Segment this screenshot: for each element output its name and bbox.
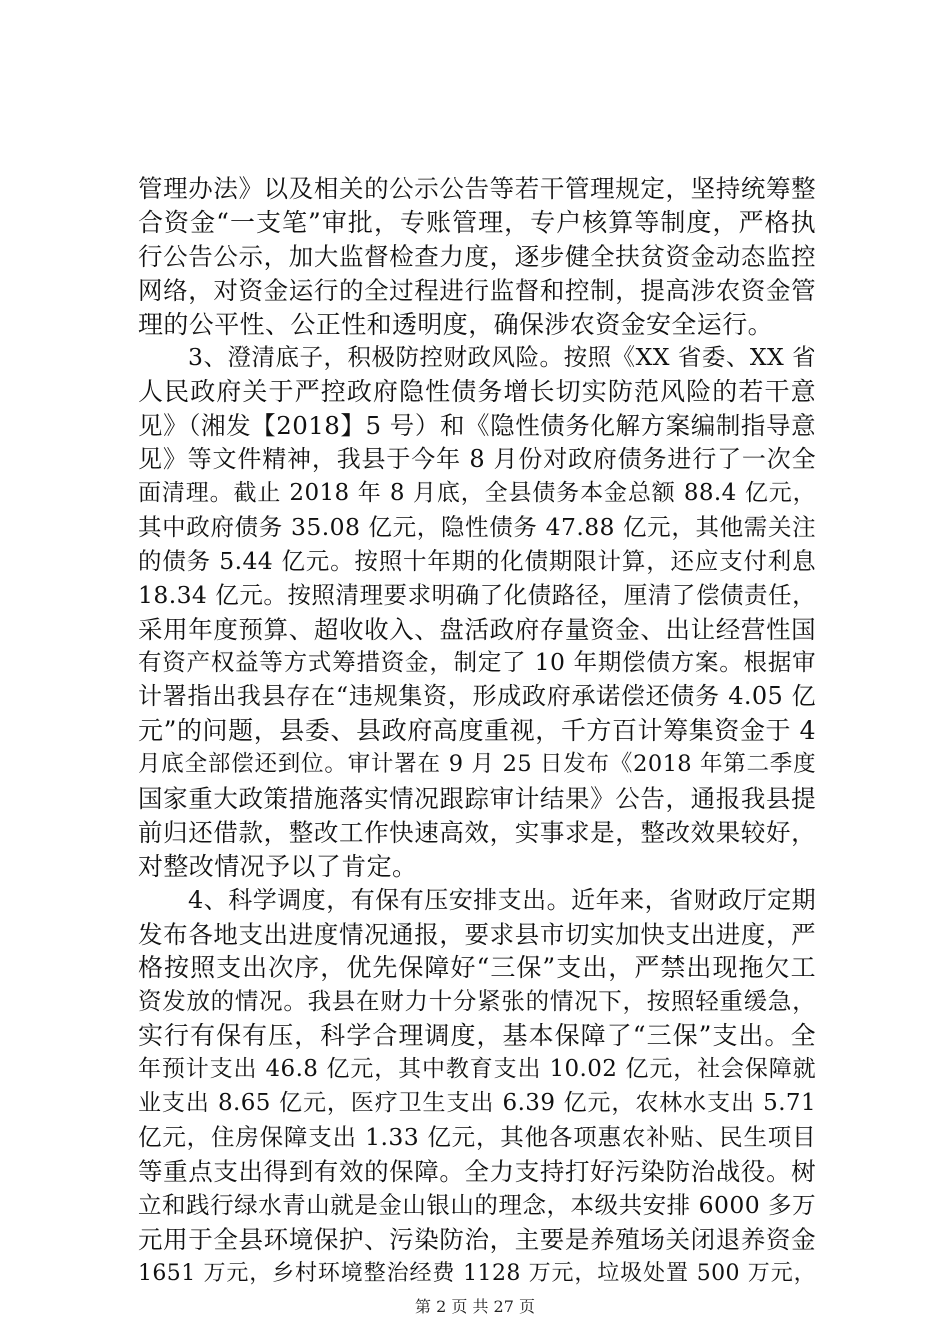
text-line: 4、科学调度，有保有压安排支出。近年来，省财政厅定期 [188, 885, 816, 914]
text-line: 立和践行绿水青山就是金山银山的理念，本级共安排 6000 多万 [138, 1190, 816, 1219]
text-line: 前归还借款，整改工作快速高效，实事求是，整改效果较好， [138, 817, 816, 847]
text-line: 见》（湘发【2018】5 号）和《隐性债务化解方案编制指导意 [138, 411, 816, 441]
text-line: 网络，对资金运行的全过程进行监督和控制，提高涉农资金管 [138, 275, 816, 305]
text-line: 等重点支出得到有效的保障。全力支持打好污染防治战役。树 [138, 1156, 816, 1186]
text-line: 合资金“一支笔”审批，专账管理，专户核算等制度，严格执 [138, 207, 816, 237]
text-line: 实行有保有压，科学合理调度，基本保障了“三保”支出。全 [138, 1021, 816, 1051]
page-number-footer: 第 2 页 共 27 页 [415, 1297, 535, 1316]
text-line: 格按照支出次序，优先保障好“三保”支出，严禁出现拖欠工 [138, 953, 816, 983]
text-line: 对整改情况予以了肯定。 [138, 851, 418, 881]
text-line: 面清理。截止 2018 年 8 月底，全县债务本金总额 88.4 亿元， [138, 480, 816, 507]
text-line: 其中政府债务 35.08 亿元，隐性债务 47.88 亿元，其他需关注 [138, 512, 816, 541]
text-line: 业支出 8.65 亿元，医疗卫生支出 6.39 亿元，农林水支出 5.71 [138, 1090, 816, 1117]
text-line: 资发放的情况。我县在财力十分紧张的情况下，按照轻重缓急， [138, 987, 816, 1016]
document-body [138, 172, 816, 1290]
text-line: 元用于全县环境保护、污染防治，主要是养殖场关闭退养资金 [138, 1224, 816, 1254]
text-line: 采用年度预算、超收收入、盘活政府存量资金、出让经营性国 [138, 614, 816, 644]
text-line: 年预计支出 46.8 亿元，其中教育支出 10.02 亿元，社会保障就 [138, 1056, 816, 1083]
text-line: 亿元，住房保障支出 1.33 亿元，其他各项惠农补贴、民生项目 [138, 1122, 816, 1151]
text-line: 管理办法》以及相关的公示公告等若干管理规定，坚持统筹整 [138, 174, 816, 203]
text-line: 行公告公示，加大监督检查力度，逐步健全扶贫资金动态监控 [138, 241, 816, 271]
paragraph-expenditure [138, 884, 816, 1291]
text-line: 18.34 亿元。按照清理要求明确了化债路径，厘清了偿债责任， [138, 580, 816, 609]
text-line: 月底全部偿还到位。审计署在 9 月 25 日发布《2018 年第二季度 [138, 751, 816, 778]
text-line: 理的公平性、公正性和透明度，确保涉农资金安全运行。 [138, 309, 774, 339]
text-line: 人民政府关于严控政府隐性债务增长切实防范风险的若干意 [138, 377, 816, 407]
text-line: 发布各地支出进度情况通报，要求县市切实加快支出进度，严 [138, 919, 816, 949]
paragraph-fiscal-risk [138, 341, 816, 883]
text-line: 元”的问题，县委、县政府高度重视，千方百计筹集资金于 4 [138, 716, 816, 746]
text-line: 计署指出我县存在“违规集资，形成政府承诺偿还债务 4.05 亿 [138, 682, 816, 711]
text-line: 国家重大政策措施落实情况跟踪审计结果》公告，通报我县提 [138, 784, 816, 814]
text-line: 的债务 5.44 亿元。按照十年期的化债期限计算，还应支付利息 [138, 546, 816, 575]
text-line: 1651 万元，乡村环境整治经费 1128 万元，垃圾处置 500 万元， [138, 1260, 816, 1286]
text-line: 有资产权益等方式筹措资金，制定了 10 年期偿债方案。根据审 [138, 648, 816, 677]
text-line: 见》等文件精神，我县于今年 8 月份对政府债务进行了一次全 [138, 445, 816, 474]
text-line: 3、澄清底子，积极防控财政风险。按照《XX 省委、XX 省 [188, 343, 816, 372]
paragraph-fund-management [138, 172, 816, 341]
